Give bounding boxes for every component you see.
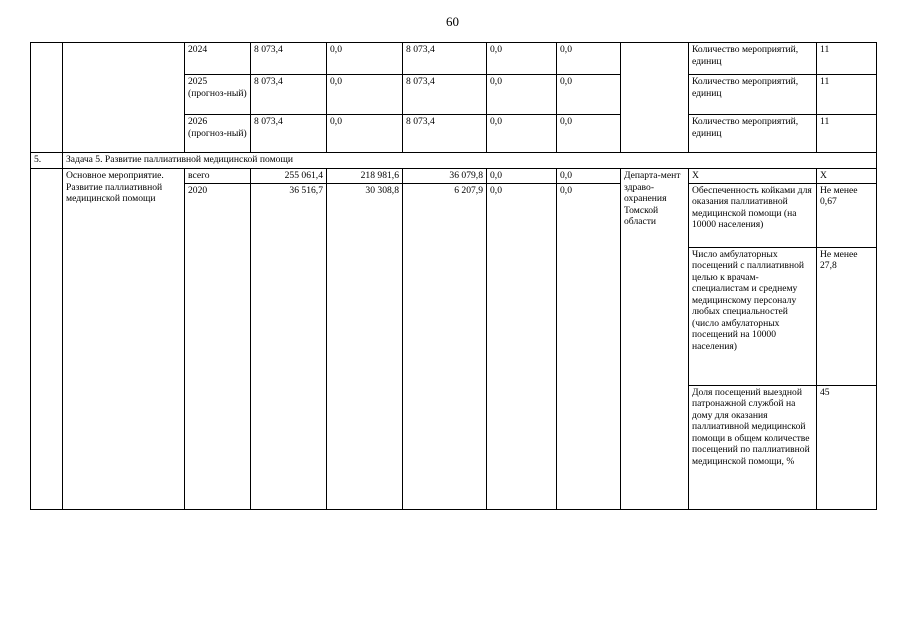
- cell-other: 0,0: [557, 183, 621, 509]
- section-title: Задача 5. Развитие паллиативной медицинской помощи: [63, 153, 877, 169]
- cell-indicator-value: Не менее 0,67: [817, 183, 877, 247]
- cell-local: 0,0: [487, 183, 557, 509]
- cell-indicator-value: 11: [817, 115, 877, 153]
- cell-local: 0,0: [487, 43, 557, 75]
- main-event-name: Основное мероприятие. Развитие паллиативной медицинской помощи: [63, 169, 185, 510]
- cell-indicator: Обеспеченность койками для оказания паллиативной медицинской помощи (на 10000 населения): [689, 183, 817, 247]
- cell-other: 0,0: [557, 115, 621, 153]
- cell-indicator: Х: [689, 169, 817, 184]
- cell-federal: 30 308,8: [327, 183, 403, 509]
- cell-executor-empty: [621, 43, 689, 153]
- cell-federal: 218 981,6: [327, 169, 403, 184]
- cell-indicator-value: 45: [817, 385, 877, 509]
- cell-regional: 6 207,9: [403, 183, 487, 509]
- cell-federal: 0,0: [327, 115, 403, 153]
- cell-year: 2024: [185, 43, 251, 75]
- cell-other: 0,0: [557, 75, 621, 115]
- cell-regional: 8 073,4: [403, 115, 487, 153]
- cell-total: 255 061,4: [251, 169, 327, 184]
- cell-indicator: Доля посещений выездной патронажной службой на дому для оказания паллиативной медицинской помощи в общем количестве посещений по паллиативной медицинской помощи, %: [689, 385, 817, 509]
- cell-federal: 0,0: [327, 75, 403, 115]
- cell-indicator: Количество мероприятий, единиц: [689, 75, 817, 115]
- table-row: [31, 169, 877, 184]
- cell-year: всего: [185, 169, 251, 184]
- cell-indicator-value: Х: [817, 169, 877, 184]
- main-event-executor: Департа-мент здраво-охранения Томской области: [621, 169, 689, 510]
- cell-regional: 8 073,4: [403, 75, 487, 115]
- cell-indicator-value: 11: [817, 43, 877, 75]
- cell-other: 0,0: [557, 43, 621, 75]
- cell-local: 0,0: [487, 169, 557, 184]
- cell-regional: 8 073,4: [403, 43, 487, 75]
- cell-total: 8 073,4: [251, 43, 327, 75]
- cell-total: 8 073,4: [251, 75, 327, 115]
- program-table: [30, 42, 877, 510]
- cell-other: 0,0: [557, 169, 621, 184]
- cell-local: 0,0: [487, 75, 557, 115]
- page-number: 60: [446, 14, 459, 29]
- cell-indicator: Число амбулаторных посещений с паллиативной целью к врачам-специалистам и среднему медицинскому персоналу любых специальностей (число амбулаторных посещений на 10000 населения): [689, 247, 817, 385]
- cell-number-empty: [31, 169, 63, 510]
- cell-local: 0,0: [487, 115, 557, 153]
- cell-indicator-value: 11: [817, 75, 877, 115]
- section-number: 5.: [31, 153, 63, 169]
- cell-total: 36 516,7: [251, 183, 327, 509]
- cell-name-empty: [63, 43, 185, 153]
- cell-indicator: Количество мероприятий, единиц: [689, 43, 817, 75]
- cell-indicator: Количество мероприятий, единиц: [689, 115, 817, 153]
- cell-year: 2020: [185, 183, 251, 509]
- cell-total: 8 073,4: [251, 115, 327, 153]
- cell-indicator-value: Не менее 27,8: [817, 247, 877, 385]
- cell-year: 2026 (прогноз-ный): [185, 115, 251, 153]
- cell-year: 2025 (прогноз-ный): [185, 75, 251, 115]
- cell-federal: 0,0: [327, 43, 403, 75]
- section-row: [31, 153, 877, 169]
- table-row: [31, 43, 877, 75]
- cell-number-empty: [31, 43, 63, 153]
- cell-regional: 36 079,8: [403, 169, 487, 184]
